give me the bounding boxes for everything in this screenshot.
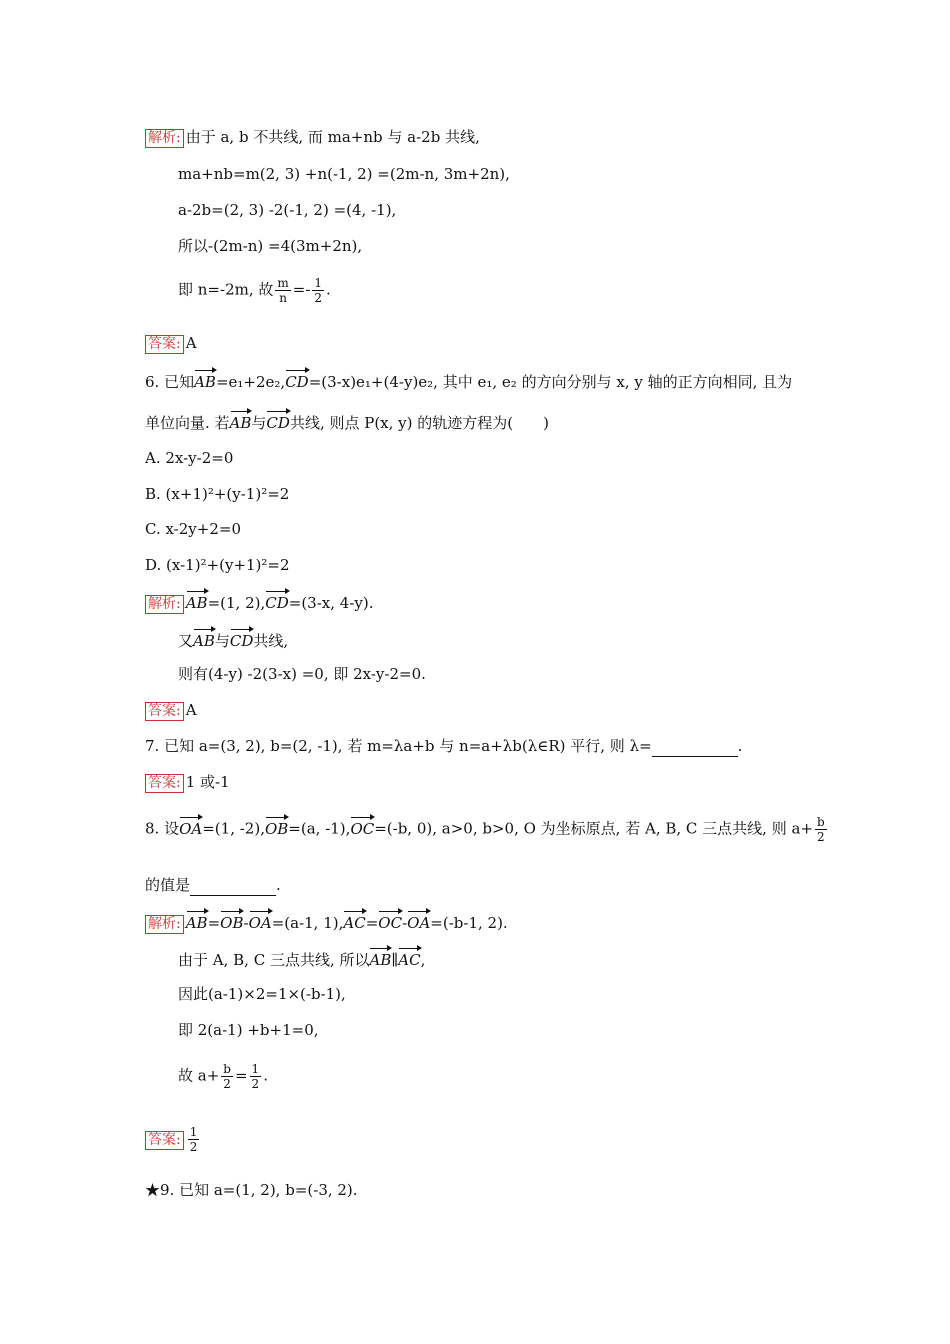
vector-ac: AC (398, 947, 420, 970)
text: =- (292, 280, 311, 299)
question-7 (145, 736, 742, 757)
solution-line: 所以-(2m-n) =4(3m+2n), (178, 237, 363, 255)
text: 7. 已知 a=(3, 2), b=(2, -1), 若 m=λa+b 与 n=a+λb(λ∈R) 平行, 则 λ= (145, 737, 652, 755)
answer-tag: 答案: (145, 335, 184, 354)
text: . (326, 280, 331, 299)
vector-oa: OA (179, 816, 202, 839)
answer-tag: 答案: (145, 702, 184, 721)
question-9: ★9. 已知 a=(1, 2), b=(-3, 2). (145, 1181, 358, 1199)
fraction (275, 276, 290, 305)
text: 8. 设 (145, 819, 180, 838)
numerator: 1 (251, 1062, 260, 1076)
option-d: D. (x-1)²+(y+1)²=2 (145, 556, 290, 574)
vector-oc: OC (350, 816, 374, 839)
denominator: 2 (223, 1077, 231, 1091)
answer-value: 1 或-1 (185, 773, 230, 791)
answer-value: A (185, 701, 197, 719)
vector-ab: AB (369, 947, 391, 970)
text: . (276, 876, 281, 894)
text: 共线, (253, 632, 289, 650)
text: =(a, -1), (288, 819, 351, 838)
vector-oa: OA (407, 910, 430, 933)
numerator: 1 (314, 276, 323, 290)
text: - (402, 914, 408, 932)
solution-line (178, 628, 288, 651)
question-6-line-2 (145, 410, 549, 433)
text: . (737, 737, 743, 755)
text: 的值是 (145, 876, 191, 894)
vector-cd: CD (266, 410, 290, 433)
answer-tag: 答案: (145, 774, 184, 793)
answer-line (145, 700, 197, 721)
text: = (234, 1066, 248, 1085)
denominator: 2 (189, 1140, 198, 1154)
text: 又 (178, 632, 194, 650)
text: 与 (251, 414, 267, 432)
fraction (250, 1062, 262, 1091)
answer-tag: 答案: (145, 1131, 184, 1150)
fraction (312, 276, 324, 305)
vector-ac: AC (343, 910, 365, 933)
vector-ab: AB (186, 590, 208, 613)
answer-blank (652, 736, 738, 757)
text: =(-b-1, 2). (430, 914, 508, 932)
fraction (221, 1062, 233, 1091)
text: =(-b, 0), a>0, b>0, O 为坐标原点, 若 A, B, C 三点共线, 则 a+ (374, 819, 813, 838)
solution-line: a-2b=(2, 3) -2(-1, 2) =(4, -1), (178, 201, 397, 219)
text: , (420, 951, 426, 969)
text: =e₁+2e₂, (215, 373, 286, 391)
answer-line (145, 333, 197, 354)
text: 6. 已知 (145, 373, 195, 391)
text: =(a-1, 1), (271, 914, 344, 932)
answer-line (145, 1125, 201, 1154)
vector-ab: AB (193, 628, 215, 651)
text: 共线, 则点 P(x, y) 的轨迹方程为( ) (289, 414, 549, 432)
text: 由于 a, b 不共线, 而 ma+nb 与 a-2b 共线, (185, 128, 480, 146)
answer-blank (190, 875, 276, 896)
solution-line (178, 276, 331, 305)
denominator: 2 (251, 1077, 260, 1091)
text: 与 (214, 632, 230, 650)
question-6-line-1 (145, 369, 792, 392)
analysis-line (145, 127, 480, 148)
vector-cd: CD (230, 628, 254, 651)
text: - (243, 914, 249, 932)
text: 即 n=-2m, 故 (178, 280, 274, 299)
vector-oa: OA (249, 910, 272, 933)
answer-line (145, 772, 230, 793)
analysis-tag: 解析: (145, 595, 184, 614)
solution-line: 则有(4-y) -2(3-x) =0, 即 2x-y-2=0. (178, 665, 426, 683)
answer-value: A (185, 334, 197, 352)
solution-line: 即 2(a-1) +b+1=0, (178, 1021, 319, 1039)
denominator: 2 (314, 291, 323, 305)
analysis-line (145, 590, 374, 614)
question-8-line-1 (145, 815, 829, 844)
solution-line: 因此(a-1)×2=1×(-b-1), (178, 985, 346, 1003)
vector-oc: OC (378, 910, 402, 933)
vector-ab: AB (230, 410, 252, 433)
numerator: b (223, 1062, 231, 1076)
vector-ob: OB (265, 816, 288, 839)
option-c: C. x-2y+2=0 (145, 520, 241, 538)
text: = (365, 914, 379, 932)
vector-cd: CD (265, 590, 289, 613)
solution-line (178, 1062, 268, 1091)
text: = (207, 914, 221, 932)
text: 单位向量. 若 (145, 414, 230, 432)
text: =(1, 2), (207, 594, 266, 612)
vector-ab: AB (186, 910, 208, 933)
answer-fraction (188, 1125, 200, 1154)
text: =(3-x, 4-y). (288, 594, 374, 612)
text: 故 a+ (178, 1066, 220, 1085)
denominator: n (279, 291, 287, 305)
vector-cd: CD (285, 369, 309, 392)
numerator: 1 (189, 1125, 198, 1139)
vector-ab: AB (194, 369, 216, 392)
analysis-line (145, 910, 508, 934)
text: =(3-x)e₁+(4-y)e₂, 其中 e₁, e₂ 的方向分别与 x, y 轴的正方向相同, 且为 (308, 373, 793, 391)
solution-line (178, 947, 425, 970)
option-a: A. 2x-y-2=0 (145, 449, 234, 467)
analysis-tag: 解析: (145, 915, 184, 934)
numerator: m (277, 276, 289, 290)
analysis-tag: 解析: (145, 129, 184, 148)
fraction (815, 815, 827, 844)
numerator: b (816, 815, 825, 829)
option-b: B. (x+1)²+(y-1)²=2 (145, 485, 290, 503)
text: =(1, -2), (202, 819, 265, 838)
text: 由于 A, B, C 三点共线, 所以 (178, 951, 370, 969)
text: ∥ (391, 951, 399, 969)
question-8-line-2 (145, 875, 281, 896)
denominator: 2 (817, 830, 825, 844)
text: . (263, 1066, 268, 1085)
solution-line: ma+nb=m(2, 3) +n(-1, 2) =(2m-n, 3m+2n), (178, 165, 510, 183)
vector-ob: OB (220, 910, 243, 933)
